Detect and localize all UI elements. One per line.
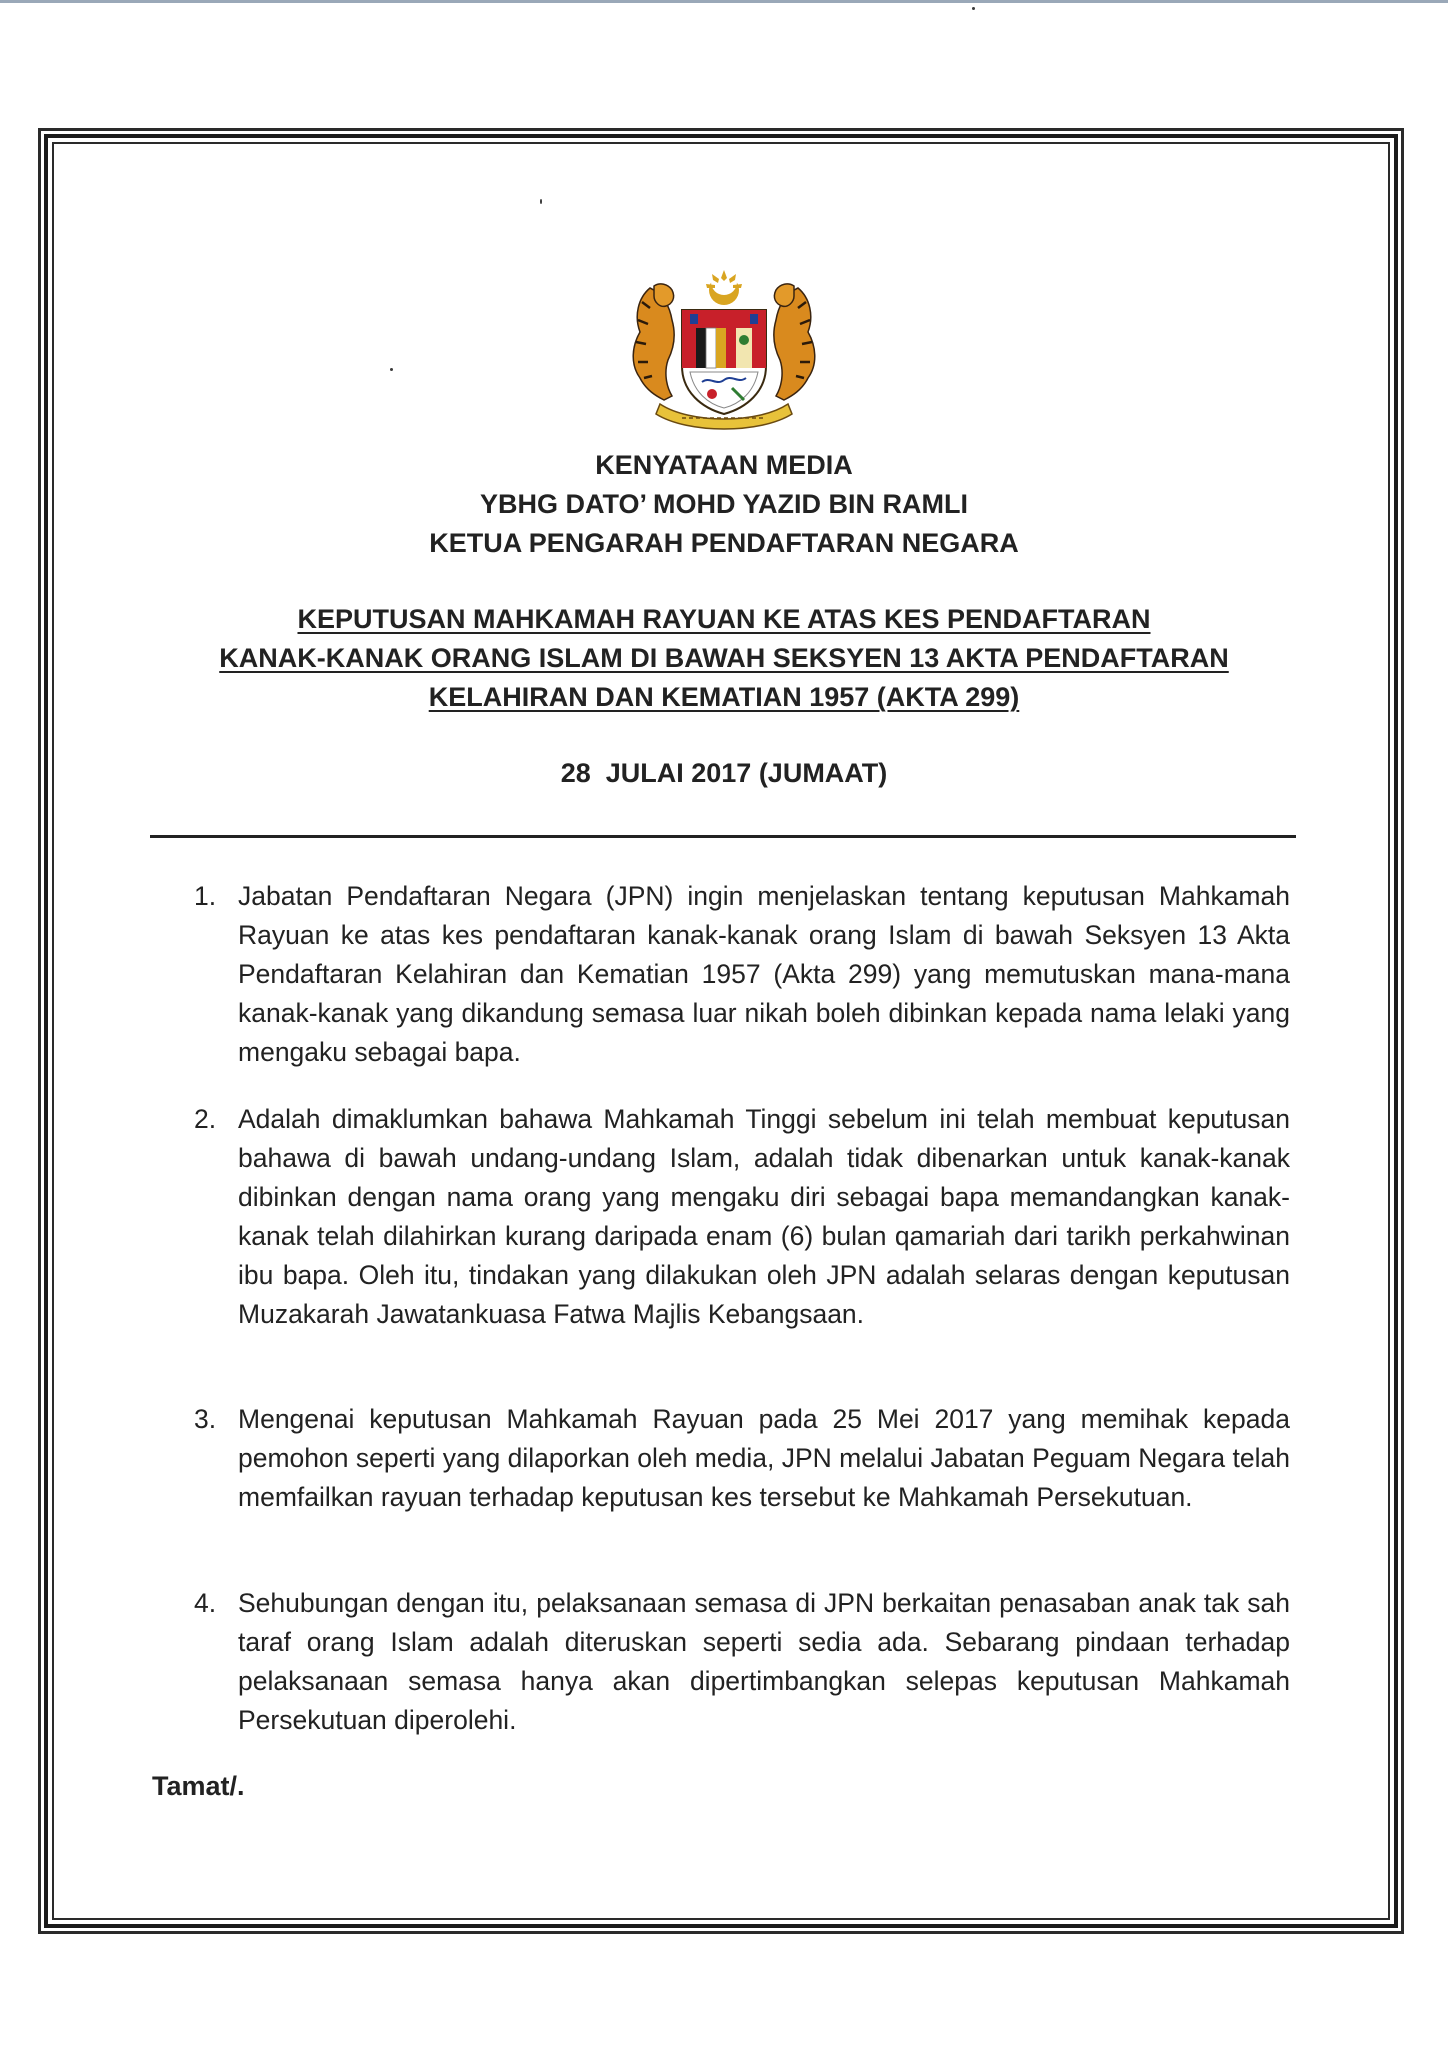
paragraph-number: 4. [194,1588,217,1618]
official-position: KETUA PENGARAH PENDAFTARAN NEGARA [429,528,1019,558]
statement-date: 28 JULAI 2017 (JUMAAT) [560,758,888,788]
title-line-1: KEPUTUSAN MAHKAMAH RAYUAN KE ATAS KES PENDAFTARAN [297,604,1151,634]
closing-mark: Tamat/. [152,1771,245,1801]
paragraph-number: 2. [194,1104,217,1134]
paragraph-2 [194,1100,1290,1334]
paragraph-number: 3. [194,1404,217,1434]
horizontal-divider [150,835,1296,838]
paragraph-text: Sehubungan dengan itu, pelaksanaan semasa di JPN berkaitan penasaban anak tak sah taraf orang Islam adalah diteruskan seperti sedia ada. Sebarang pindaan terhadap pelaksanaan semasa hanya akan dipertimbangkan selepas keputusan Mahkamah Persekutuan diperolehi. [238,1588,1290,1735]
media-statement-header [0,446,1448,563]
shield-icon [682,310,766,414]
scan-speck [972,7,975,10]
title-line-2: KANAK-KANAK ORANG ISLAM DI BAWAH SEKSYEN 13 AKTA PENDAFTARAN [219,643,1229,673]
crescent-star-icon [706,269,742,305]
left-tiger-supporter [633,284,674,400]
paragraph-text: Mengenai keputusan Mahkamah Rayuan pada 25 Mei 2017 yang memihak kepada pemohon seperti yang dilaporkan oleh media, JPN melalui Jabatan Peguam Negara telah memfailkan rayuan terhadap keputusan kes tersebut ke Mahkamah Persekutuan. [238,1404,1290,1512]
right-tiger-supporter [774,284,815,400]
paragraph-1 [194,877,1290,1072]
scan-edge-line [0,0,1448,3]
paragraph-text: Jabatan Pendaftaran Negara (JPN) ingin menjelaskan tentang keputusan Mahkamah Rayuan ke atas kes pendaftaran kanak-kanak orang Islam di bawah Seksyen 13 Akta Pendaftaran Kelahiran dan Kematian 1957 (Akta 299) yang memutuskan mana-mana kanak-kanak yang dikandung semasa luar nikah boleh dibinkan kepada nama lelaki yang mengaku sebagai bapa. [238,881,1290,1067]
paragraph-3 [194,1400,1290,1517]
paragraph-4 [194,1584,1290,1740]
paragraph-text: Adalah dimaklumkan bahawa Mahkamah Tinggi sebelum ini telah membuat keputusan bahawa di bawah undang-undang Islam, adalah tidak dibenarkan untuk kanak-kanak dibinkan dengan nama orang yang mengaku diri sebagai bapa memandangkan kanak-kanak telah dilahirkan kurang daripada enam (6) bulan qamariah dari tarikh perkahwinan ibu bapa. Oleh itu, tindakan yang dilakukan oleh JPN adalah selaras dengan keputusan Muzakarah Jawatankuasa Fatwa Majlis Kebangsaan. [238,1104,1290,1329]
paragraph-number: 1. [194,881,217,911]
statement-type: KENYATAAN MEDIA [595,450,853,480]
official-name: YBHG DATO’ MOHD YAZID BIN RAMLI [479,489,969,519]
statement-title [0,600,1448,717]
malaysia-coat-of-arms-emblem [620,268,828,430]
title-line-3: KELAHIRAN DAN KEMATIAN 1957 (AKTA 299) [428,682,1020,712]
